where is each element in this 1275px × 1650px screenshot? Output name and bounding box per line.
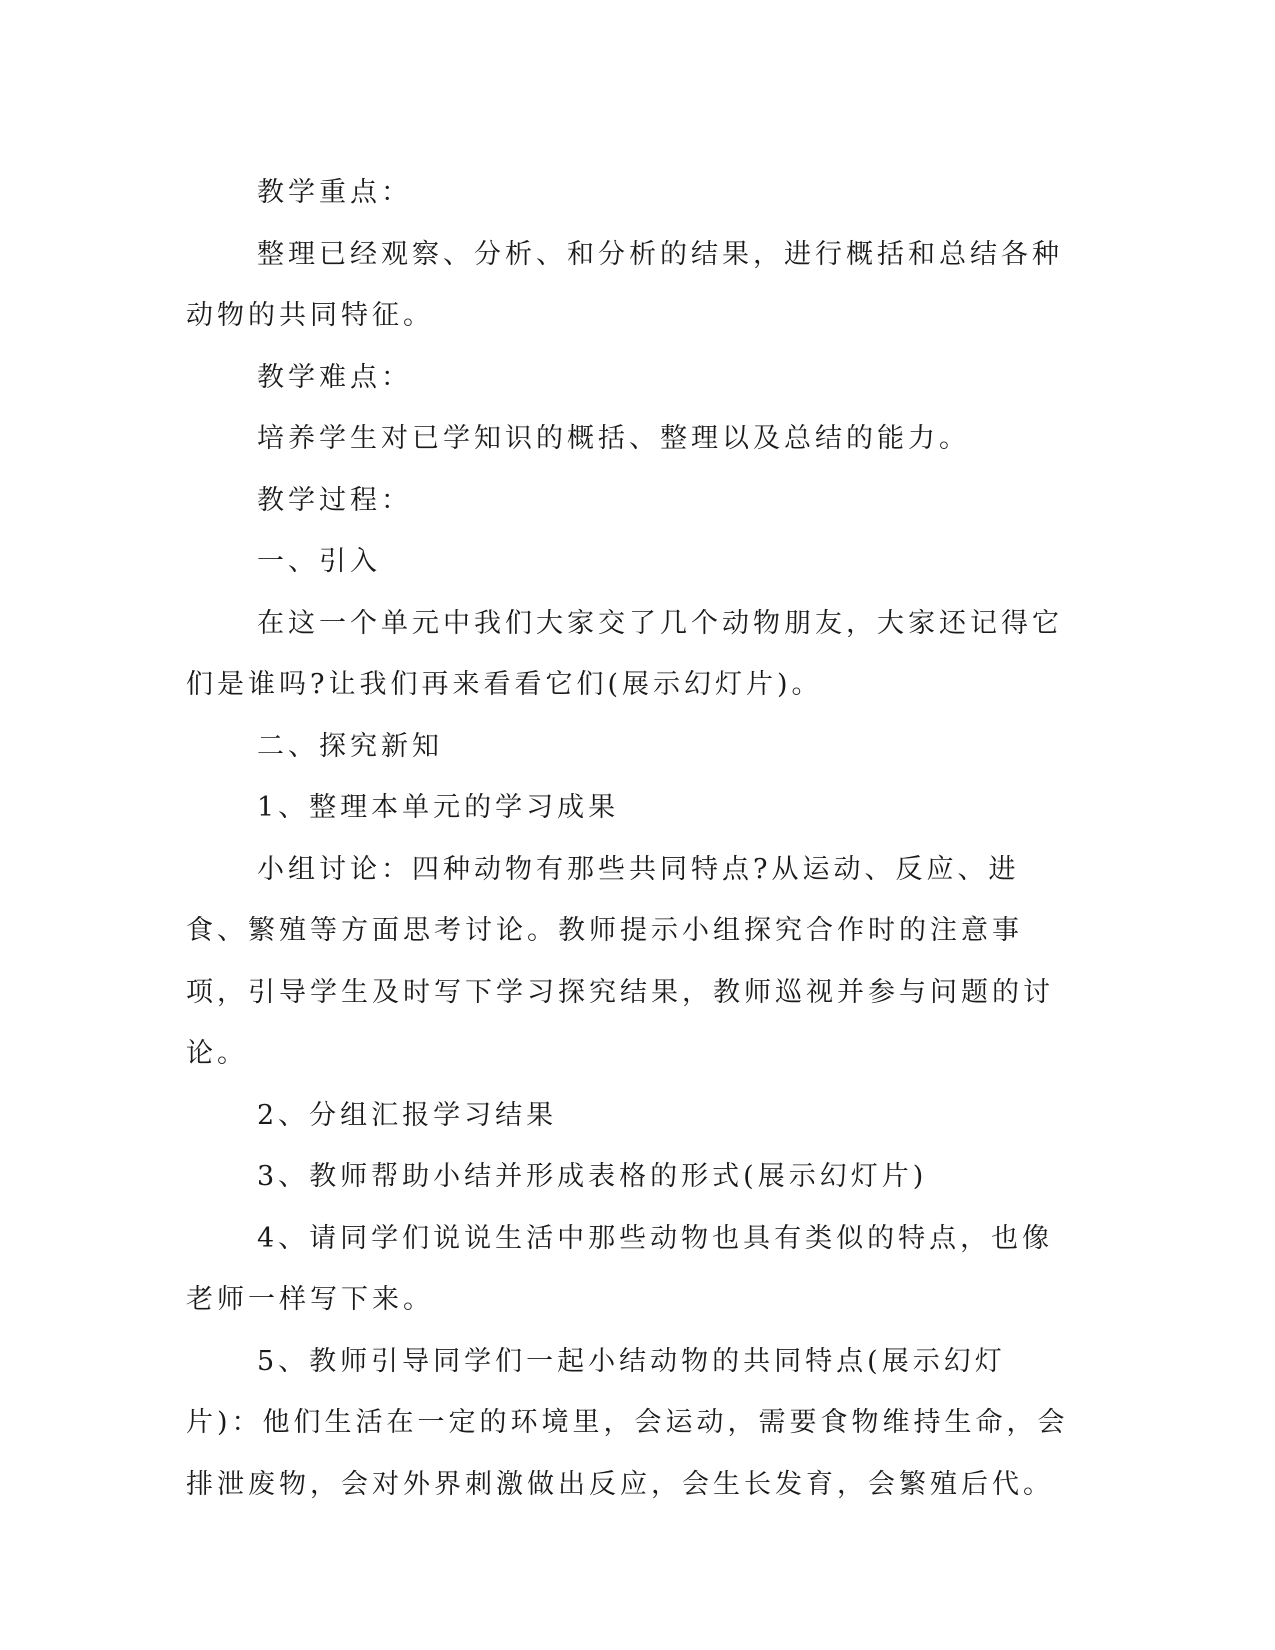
step-4-students-examples: 4、请同学们说说生活中那些动物也具有类似的特点，也像老师一样写下来。 xyxy=(186,1222,1054,1315)
step-2-group-report: 2、分组汇报学习结果 xyxy=(257,1099,558,1131)
paragraph-introduction: 在这一个单元中我们大家交了几个动物朋友，大家还记得它们是谁吗?让我们再来看看它们(展示幻灯片)。 xyxy=(186,607,1063,700)
step-1-organize-results: 1、整理本单元的学习成果 xyxy=(257,792,620,823)
section-explore-new-knowledge: 二、探究新知 xyxy=(257,730,443,762)
step-3-teacher-summary-table: 3、教师帮助小结并形成表格的形式(展示幻灯片) xyxy=(257,1161,928,1192)
paragraph-teaching-difficulty: 培养学生对已学知识的概括、整理以及总结的能力。 xyxy=(257,423,970,454)
step-5-common-features-summary: 5、教师引导同学们一起小结动物的共同特点(展示幻灯片)：他们生活在一定的环境里，会运动，需要食物维持生命，会排泄废物，会对外界刺激做出反应，会生长发育，会繁殖后代。 xyxy=(186,1345,1069,1500)
heading-teaching-difficulty: 教学难点： xyxy=(257,361,412,393)
document-body xyxy=(186,162,1076,1515)
heading-teaching-process: 教学过程： xyxy=(257,484,412,516)
paragraph-teaching-focus: 整理已经观察、分析、和分析的结果，进行概括和总结各种动物的共同特征。 xyxy=(186,238,1063,331)
heading-teaching-focus: 教学重点： xyxy=(257,177,412,208)
section-introduction: 一、引入 xyxy=(257,546,381,577)
paragraph-group-discussion: 小组讨论：四种动物有那些共同特点?从运动、反应、进食、繁殖等方面思考讨论。教师提示小组探究合作时的注意事项，引导学生及时写下学习探究结果，教师巡视并参与问题的讨论。 xyxy=(186,853,1054,1069)
